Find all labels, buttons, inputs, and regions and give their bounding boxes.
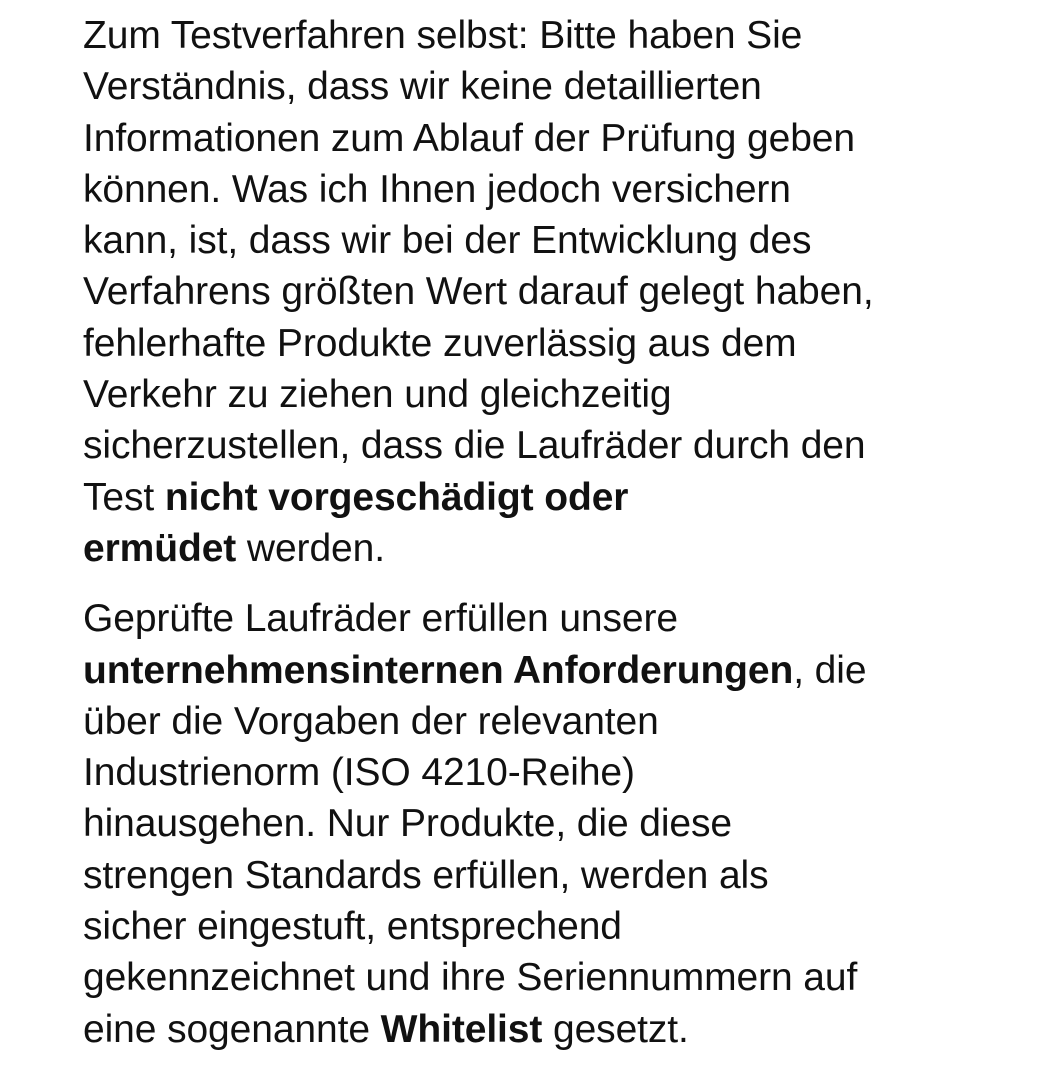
text-segment: fehlerhafte Produkte zuverlässig aus dem <box>83 321 797 365</box>
text-line <box>83 645 983 696</box>
text-segment: sicherzustellen, dass die Laufräder durch den <box>83 424 866 468</box>
text-line <box>83 696 983 747</box>
text-segment: , die <box>793 648 867 692</box>
text-segment: strengen Standards erfüllen, werden als <box>83 853 769 897</box>
text-line <box>83 61 983 112</box>
text-segment: Verfahrens größten Wert darauf gelegt haben, <box>83 270 874 314</box>
text-line <box>83 369 983 420</box>
paragraph-2 <box>83 593 983 1055</box>
text-line <box>83 266 983 317</box>
bold-text: ermüdet <box>83 526 237 570</box>
text-line <box>83 952 983 1003</box>
text-line <box>83 523 983 574</box>
text-line <box>83 113 983 164</box>
text-segment: Informationen zum Ablauf der Prüfung geben <box>83 116 855 160</box>
text-segment: eine sogenannte <box>83 1007 381 1051</box>
text-segment: gesetzt. <box>542 1007 689 1051</box>
text-line <box>83 10 983 61</box>
text-segment: Verkehr zu ziehen und gleichzeitig <box>83 373 672 417</box>
text-segment: kann, ist, dass wir bei der Entwicklung des <box>83 219 812 263</box>
text-segment: Verständnis, dass wir keine detaillierten <box>83 65 762 109</box>
text-line <box>83 798 983 849</box>
text-segment: gekennzeichnet und ihre Seriennummern auf <box>83 956 858 1000</box>
article-text <box>83 10 983 1055</box>
text-line <box>83 901 983 952</box>
text-line <box>83 593 983 644</box>
paragraph-gap <box>83 574 983 593</box>
text-line <box>83 215 983 266</box>
text-line <box>83 164 983 215</box>
text-segment: werden. <box>236 526 385 570</box>
text-segment: sicher eingestuft, entsprechend <box>83 905 622 949</box>
text-segment: Zum Testverfahren selbst: Bitte haben Sie <box>83 14 803 57</box>
text-segment: Industrienorm (ISO 4210-Reihe) <box>83 751 635 795</box>
bold-text: unternehmensinternen Anforderungen <box>83 648 794 692</box>
text-segment: hinausgehen. Nur Produkte, die diese <box>83 802 733 846</box>
text-segment: Test <box>83 475 165 519</box>
text-line <box>83 1004 983 1055</box>
bold-text: Whitelist <box>380 1007 543 1051</box>
text-line <box>83 472 983 523</box>
text-line <box>83 420 983 471</box>
text-segment: können. Was ich Ihnen jedoch versichern <box>83 167 791 211</box>
text-line <box>83 318 983 369</box>
text-line <box>83 747 983 798</box>
text-segment: über die Vorgaben der relevanten <box>83 699 659 743</box>
text-segment: Geprüfte Laufräder erfüllen unsere <box>83 597 678 641</box>
paragraph-1 <box>83 10 983 574</box>
bold-text: nicht vorgeschädigt oder <box>164 475 629 519</box>
text-line <box>83 850 983 901</box>
